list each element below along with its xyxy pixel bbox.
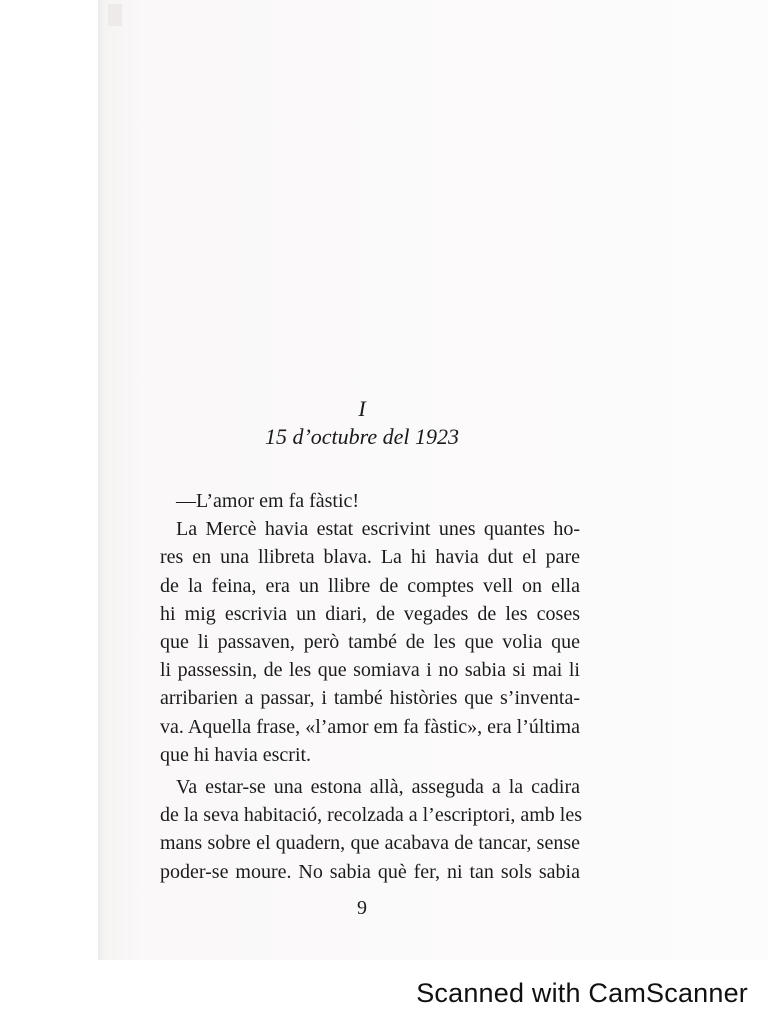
body-text xyxy=(160,487,583,886)
chapter-date: 15 d’octubre del 1923 xyxy=(264,424,460,449)
scanner-watermark: Scanned with CamScanner xyxy=(416,978,748,1008)
body-line: —L’amor em fa fàstic! xyxy=(176,490,360,512)
page-number: 9 xyxy=(357,897,367,919)
body-line: li passessin, de les que somiava i no sabia si mai li xyxy=(160,659,580,682)
body-line: hi mig escrivia un diari, de vegades de les coses xyxy=(160,602,580,625)
body-line: de la seva habitació, recolzada a l’escriptori, amb les xyxy=(160,804,583,827)
scan-corner-mark xyxy=(108,4,122,26)
body-line: va. Aquella frase, «l’amor em fa fàstic», era l’última xyxy=(160,715,580,738)
chapter-number: I xyxy=(358,396,366,421)
body-line: La Mercè havia estat escrivint unes quantes ho- xyxy=(176,518,580,541)
body-line: res en una llibreta blava. La hi havia dut el pare xyxy=(160,546,580,569)
body-line: que li passaven, però també de les que volia que xyxy=(160,631,580,654)
body-line: Va estar-se una estona allà, asseguda a la cadira xyxy=(176,776,580,799)
body-line: poder-se moure. No sabia què fer, ni tan sols sabia xyxy=(160,860,580,883)
body-line: arribarien a passar, i també històries que s’inventa- xyxy=(160,687,580,710)
body-line: mans sobre el quadern, que acabava de tancar, sense xyxy=(160,832,580,855)
body-line: que hi havia escrit. xyxy=(160,743,312,766)
body-line: de la feina, era un llibre de comptes vell on ella xyxy=(160,574,580,597)
